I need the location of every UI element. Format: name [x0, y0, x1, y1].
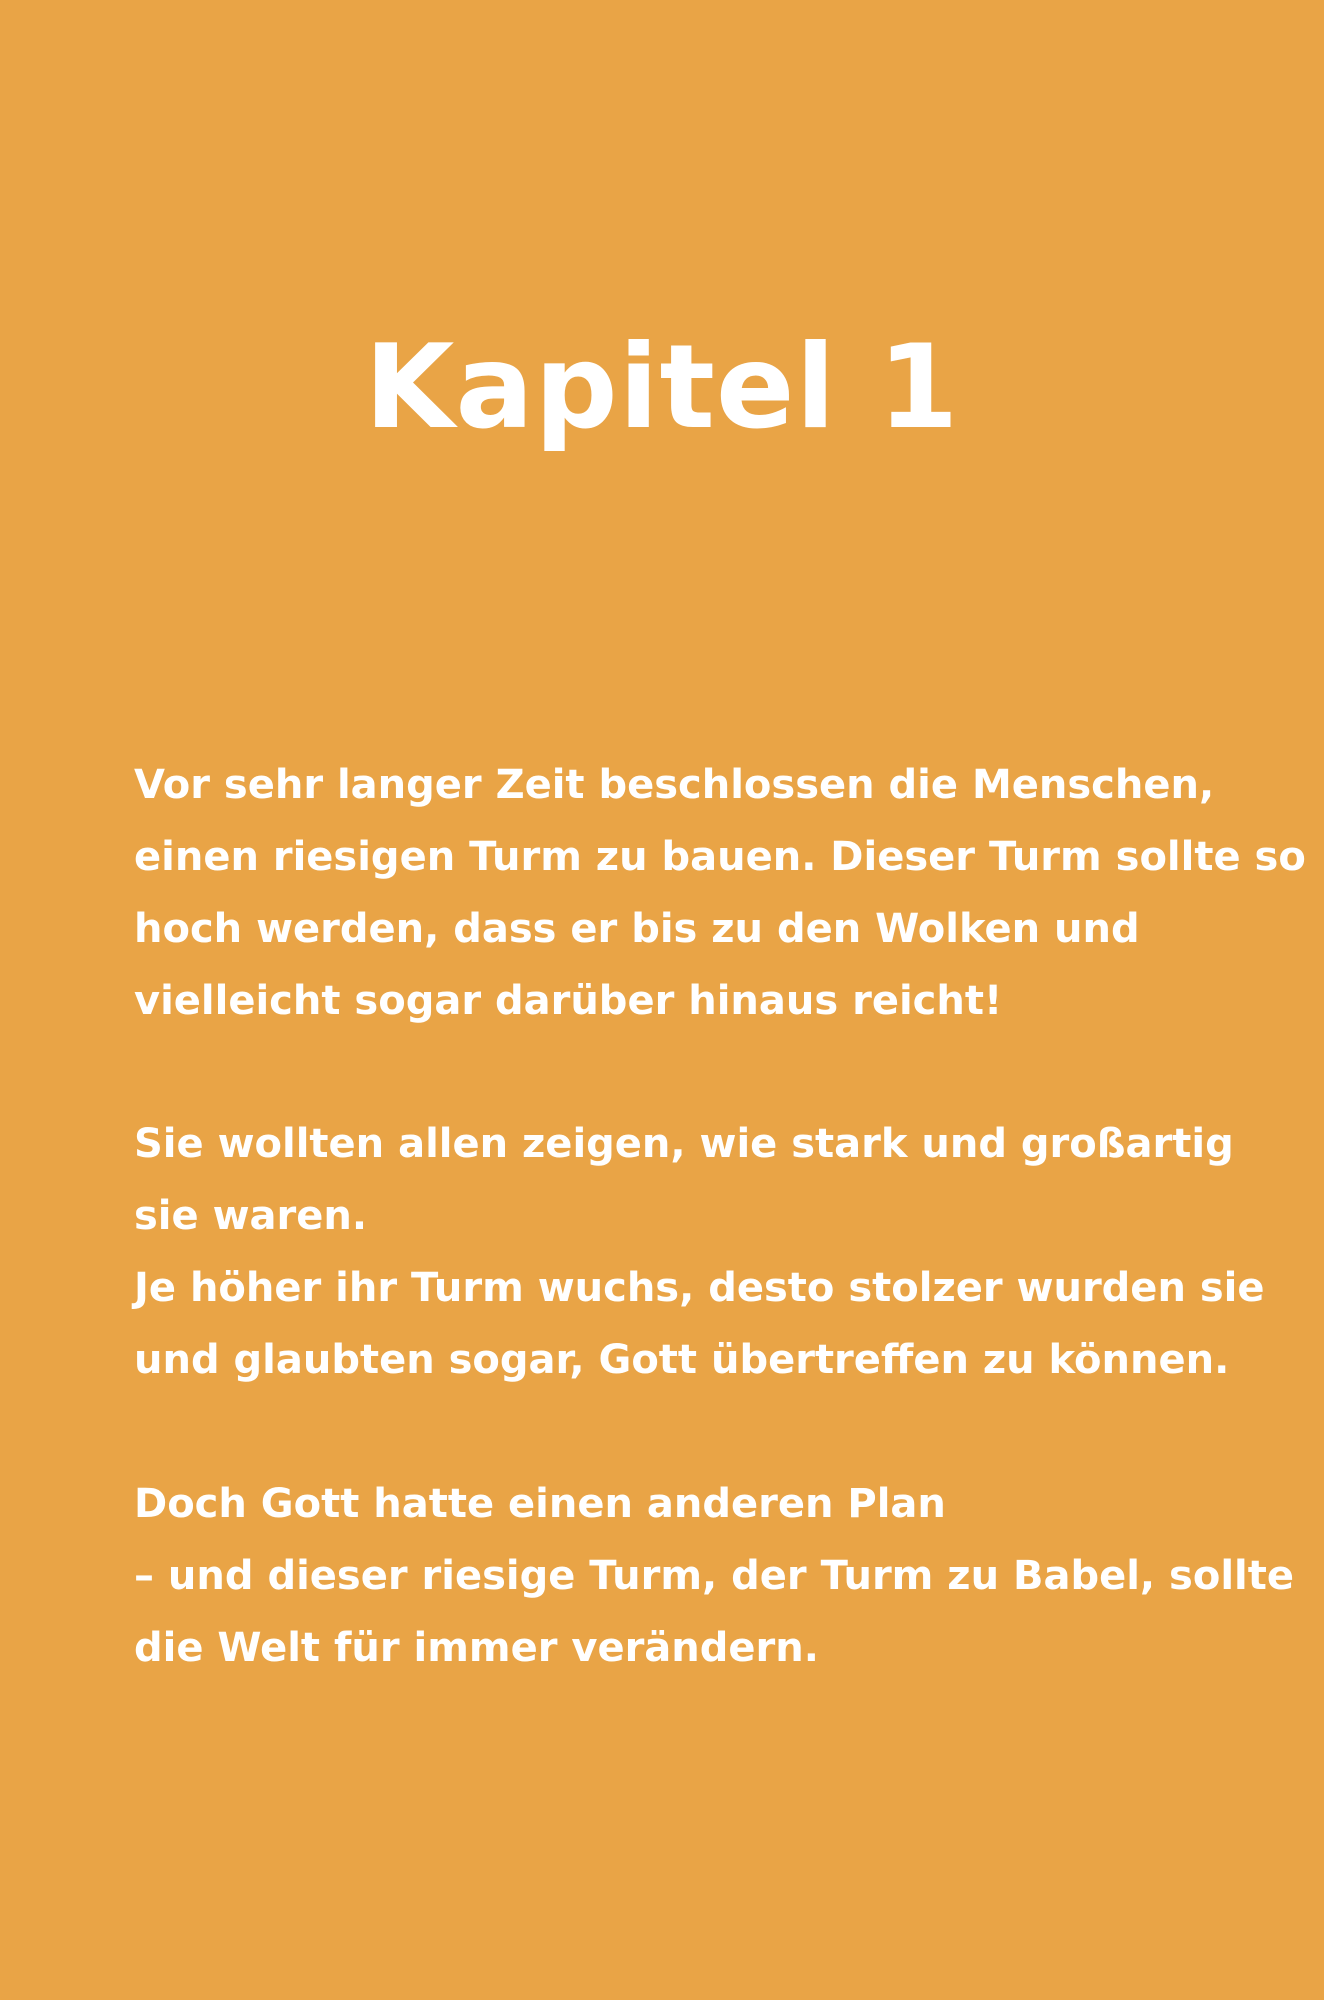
paragraph-line: – und dieser riesige Turm, der Turm zu Babel, sollte	[134, 1553, 1294, 1599]
paragraph-line: hoch werden, dass er bis zu den Wolken und	[134, 906, 1140, 952]
paragraph-line: einen riesigen Turm zu bauen. Dieser Turm sollte so	[134, 834, 1306, 880]
paragraph-line: Je höher ihr Turm wuchs, desto stolzer wurden sie	[134, 1265, 1265, 1311]
paragraph-line: die Welt für immer verändern.	[134, 1625, 819, 1671]
paragraph-line: und glaubten sogar, Gott übertreffen zu können.	[134, 1337, 1230, 1383]
paragraph-line: vielleicht sogar darüber hinaus reicht!	[134, 978, 1003, 1024]
story-paragraph-3	[134, 1468, 1294, 1684]
chapter-title: Kapitel 1	[364, 320, 960, 455]
story-paragraph-2	[134, 1108, 1265, 1396]
paragraph-line: Vor sehr langer Zeit beschlossen die Menschen,	[134, 762, 1215, 808]
story-paragraph-1	[134, 749, 1306, 1037]
paragraph-line: sie waren.	[134, 1193, 368, 1239]
paragraph-line: Sie wollten allen zeigen, wie stark und großartig	[134, 1121, 1234, 1167]
paragraph-line: Doch Gott hatte einen anderen Plan	[134, 1481, 946, 1527]
